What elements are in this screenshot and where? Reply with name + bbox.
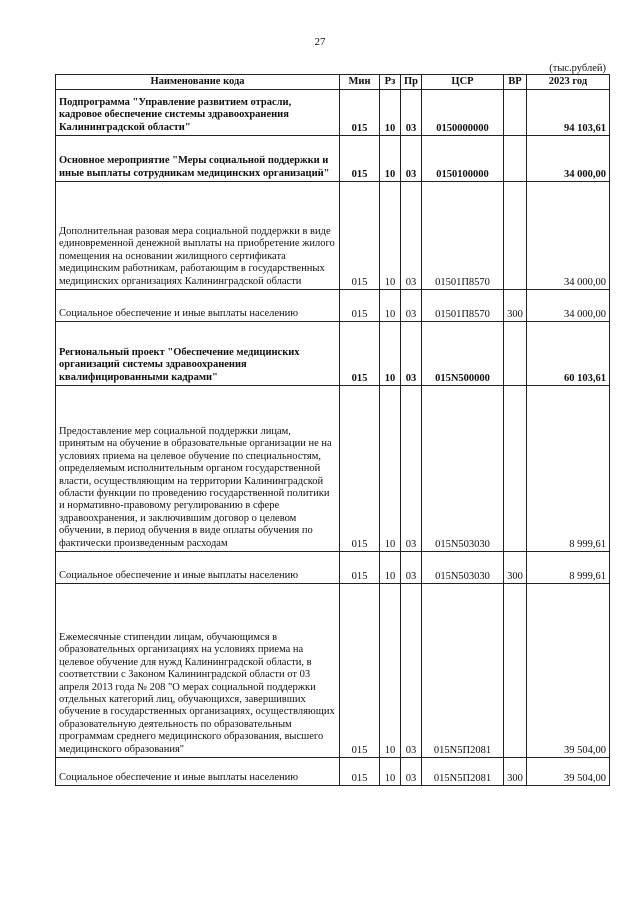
row-sum: 94 103,61 <box>527 90 610 136</box>
row-name: Ежемесячные стипендии лицам, обучающимся в образовательных организациях на условиях приема на целевое обучение для нужд Калининградской области, в соответствии с Законом Калининградской области от 03 апреля 2013 года № 208 "О мерах социальной поддержки отдельных категорий лиц, обучающихся, завершивших обучение в государственных организациях, осуществляющих образовательную деятельность по образовательным программам среднего медицинского образования, высшего медицинского образования" <box>56 584 340 758</box>
row-name: Социальное обеспечение и иные выплаты населению <box>56 552 340 584</box>
row-sum: 8 999,61 <box>527 552 610 584</box>
row-min: 015 <box>340 290 380 322</box>
table-row <box>56 758 610 786</box>
table-row <box>56 552 610 584</box>
row-sum: 39 504,00 <box>527 758 610 786</box>
table-row <box>56 322 610 386</box>
row-rz: 10 <box>380 758 401 786</box>
row-pr: 03 <box>401 182 422 290</box>
row-min: 015 <box>340 136 380 182</box>
row-name: Основное мероприятие "Меры социальной поддержки и иные выплаты сотрудникам медицинских организаций" <box>56 136 340 182</box>
header-pr: Пр <box>401 75 422 90</box>
row-pr: 03 <box>401 290 422 322</box>
table-row <box>56 584 610 758</box>
row-csr: 015N500000 <box>422 322 504 386</box>
row-rz: 10 <box>380 182 401 290</box>
row-name: Региональный проект "Обеспечение медицинских организаций системы здравоохранения квалифицированными кадрами" <box>56 322 340 386</box>
row-csr: 015N5П2081 <box>422 584 504 758</box>
row-vr: 300 <box>504 290 527 322</box>
row-pr: 03 <box>401 552 422 584</box>
row-vr <box>504 90 527 136</box>
row-sum: 39 504,00 <box>527 584 610 758</box>
budget-table <box>55 74 610 786</box>
row-csr: 0150000000 <box>422 90 504 136</box>
row-csr: 01501П8570 <box>422 182 504 290</box>
header-year: 2023 год <box>527 75 610 90</box>
row-min: 015 <box>340 584 380 758</box>
header-name: Наименование кода <box>56 75 340 90</box>
row-vr: 300 <box>504 552 527 584</box>
row-csr: 015N503030 <box>422 552 504 584</box>
row-sum: 34 000,00 <box>527 182 610 290</box>
row-sum: 60 103,61 <box>527 322 610 386</box>
row-rz: 10 <box>380 552 401 584</box>
row-min: 015 <box>340 758 380 786</box>
row-csr: 015N503030 <box>422 386 504 552</box>
row-rz: 10 <box>380 584 401 758</box>
row-vr <box>504 322 527 386</box>
page-number: 27 <box>314 36 326 48</box>
row-name: Социальное обеспечение и иные выплаты населению <box>56 758 340 786</box>
header-vr: ВР <box>504 75 527 90</box>
row-sum: 8 999,61 <box>527 386 610 552</box>
row-csr: 0150100000 <box>422 136 504 182</box>
row-vr <box>504 386 527 552</box>
table-row <box>56 182 610 290</box>
row-csr: 015N5П2081 <box>422 758 504 786</box>
header-rz: Рз <box>380 75 401 90</box>
table-row <box>56 136 610 182</box>
table-row <box>56 386 610 552</box>
header-csr: ЦСР <box>422 75 504 90</box>
row-rz: 10 <box>380 322 401 386</box>
row-csr: 01501П8570 <box>422 290 504 322</box>
row-sum: 34 000,00 <box>527 136 610 182</box>
table-header-row <box>56 75 610 90</box>
row-rz: 10 <box>380 386 401 552</box>
row-min: 015 <box>340 182 380 290</box>
row-name: Подпрограмма "Управление развитием отрасли, кадровое обеспечение системы здравоохранения Калининградской области" <box>56 90 340 136</box>
row-vr <box>504 584 527 758</box>
header-min: Мин <box>340 75 380 90</box>
row-rz: 10 <box>380 136 401 182</box>
row-sum: 34 000,00 <box>527 290 610 322</box>
row-min: 015 <box>340 90 380 136</box>
row-min: 015 <box>340 552 380 584</box>
row-min: 015 <box>340 322 380 386</box>
row-name: Дополнительная разовая мера социальной поддержки в виде единовременной денежной выплаты на приобретение жилого помещения на основании жилищного сертификата медицинским работникам, работающим в государственных медицинских организациях Калининградской области <box>56 182 340 290</box>
row-pr: 03 <box>401 386 422 552</box>
row-rz: 10 <box>380 90 401 136</box>
row-name: Предоставление мер социальной поддержки лицам, принятым на обучение в образовательные организации не на условиях приема на целевое обучение по специальностям, определяемым исполнительным органом государственной власти, осуществляющим на территории Калининградской области функции по проведению государственной политики и нормативно-правовому регулированию в сфере здравоохранения, и заключившим договор о целевом обучении, в период обучения в виде оплаты обучения по фактически произведенным расходам <box>56 386 340 552</box>
row-vr: 300 <box>504 758 527 786</box>
table-row <box>56 90 610 136</box>
row-min: 015 <box>340 386 380 552</box>
row-pr: 03 <box>401 90 422 136</box>
row-pr: 03 <box>401 758 422 786</box>
row-name: Социальное обеспечение и иные выплаты населению <box>56 290 340 322</box>
row-rz: 10 <box>380 290 401 322</box>
row-vr <box>504 136 527 182</box>
row-pr: 03 <box>401 136 422 182</box>
unit-note: (тыс.рублей) <box>549 63 606 74</box>
row-vr <box>504 182 527 290</box>
table-row <box>56 290 610 322</box>
row-pr: 03 <box>401 322 422 386</box>
row-pr: 03 <box>401 584 422 758</box>
